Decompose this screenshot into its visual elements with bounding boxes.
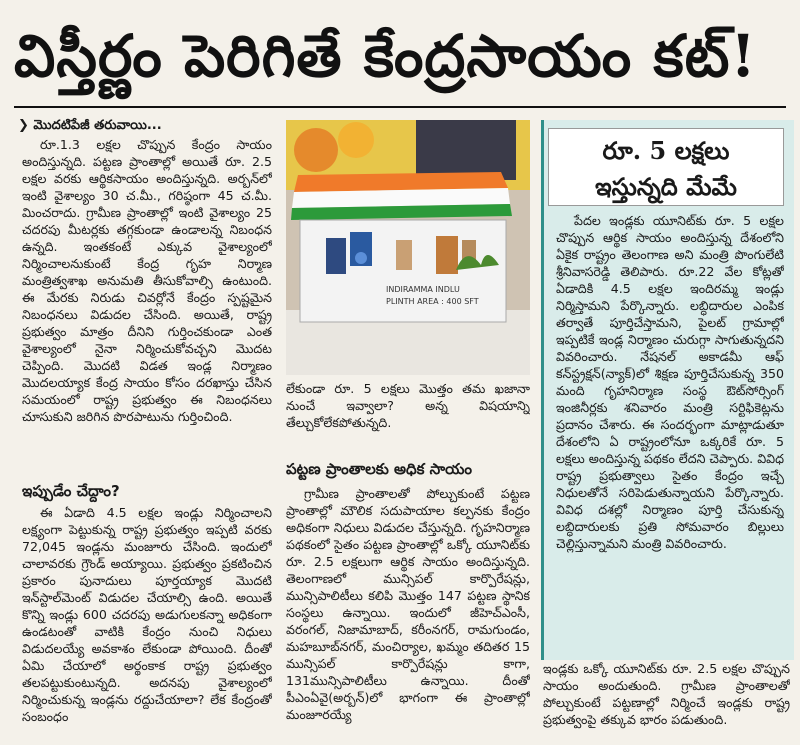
house-model-illustration — [286, 120, 530, 375]
subheading-urban-aid: పట్టణ ప్రాంతాలకు అధిక సాయం — [286, 460, 473, 478]
article-column-2-continued — [286, 485, 530, 745]
paragraph: లేకుండా రూ. 5 లక్షలు మొత్తం తమ ఖజానా నుంచే ఇవ్వాలా? అన్న విషయాన్ని తేల్చుకోలేకపోతున్నది. — [286, 381, 530, 430]
headline-rule — [14, 106, 786, 108]
sidebar-title-line2: ఇస్తున్నది మేమే — [595, 172, 737, 201]
article-column-2 — [286, 380, 530, 432]
paragraph: ఈ ఏడాది 4.5 లక్షల ఇండ్లు నిర్మించాలని లక్ష్యంగా పెట్టుకున్న రాష్ట్ర ప్రభుత్వం ఇప్పటి వరకు 72,045 ఇండ్లను మంజూరు చేసింది. ఇందులో చాలావరకు గ్రౌండ్ అయ్యాయి. ప్రభుత్వం ప్రకటించిన ప్రకారం పునాదులు పూర్తయ్యాక మొదటి ఇన్‌స్టాల్‌మెంట్ విడుదల చేయాల్సి ఉంది. అయితే కొన్ని ఇండ్లు 600 చదరపు అడుగులకన్నా అధికంగా ఉండటంతో వాటికి కేంద్రం నుంచి నిధులు విడుదలయ్యే అవకాశం లేకుండా పోయింది. దీంతో ఏమి చేయాలో అర్థంకాక రాష్ట్ర ప్రభుత్వం తలపట్టుకుంటున్నది. అదనపు వైశాల్యంలో నిర్మించుకున్న ఇండ్లను రద్దుచేయాలా? లేక కేంద్రంతో సంబంధం — [22, 505, 272, 724]
arrow-icon: ❯ — [18, 118, 34, 133]
article-column-1-continued — [22, 504, 272, 744]
sidebar-title-line1: రూ. 5 లక్షలు — [602, 136, 730, 165]
subheading-what-to-do: ఇప్పుడేం చేద్దాం? — [22, 482, 120, 500]
article-column-1 — [22, 136, 272, 481]
headline: విస్తీర్ణం పెరిగితే కేంద్రసాయం కట్‌! — [14, 22, 757, 90]
paragraph: ఇండ్లకు ఒక్కో యూనిట్‌కు రూ. 2.5 లక్షల చొప్పున సాయం అందుతుంది. గ్రామీణ ప్రాంతాలతో పోల్చుకుంటే పట్టణాల్లో నిర్మించే ఇండ్లకు రాష్ట్ర ప్రభుత్వంపై తక్కువ భారం పడుతుంది. — [543, 661, 790, 727]
kicker-text: మొదటిపేజీ తరువాయి... — [33, 118, 162, 133]
sign-text-line2: PLINTH AREA : 400 SFT — [386, 297, 479, 306]
paragraph: గ్రామీణ ప్రాంతాలతో పోల్చుకుంటే పట్టణ ప్రాంతాల్లో మౌలిక సదుపాయాల కల్పనకు కేంద్రం అధికంగా నిధులు విడుదల చేస్తున్నది. గృహనిర్మాణ పథకంలో సైతం పట్టణ ప్రాంతాల్లో ఒక్కో యూనిట్‌కు రూ. 2.5 లక్షలుగా ఆర్థిక సాయం అందిస్తున్నది. తెలంగాణలో మున్సిపల్ కార్పొరేషన్లు, మున్సిపాలిటీలు కలిపి మొత్తం 147 పట్టణ స్థానిక సంస్థలు ఉన్నాయి. ఇందులో జీహెచ్ఎంసీ, వరంగల్, నిజామాబాద్, కరీంనగర్, రామగుండం, మహబూబ్‌నగర్, మంచిర్యాల, ఖమ్మం తదితర 15 మున్సిపల్ కార్పొరేషన్లు కాగా, 131మున్సిపాలిటీలు ఉన్నాయి. దీంతో పీఎంఏవై(అర్బన్)లో భాగంగా ఈ ప్రాంతాల్లో మంజూరయ్యే — [286, 486, 530, 722]
paragraph: పేదల ఇండ్లకు యూనిట్‌కు రూ. 5 లక్షల చొప్పున ఆర్థిక సాయం అందిస్తున్న దేశంలోని ఏకైక రాష్ట్రం తెలంగాణ అని మంత్రి పొంగులేటి శ్రీనివాసరెడ్డి తెలిపారు. రూ.22 వేల కోట్లతో ఏడాదికి 4.5 లక్షల ఇందిరమ్మ ఇండ్లు నిర్మిస్తామని పేర్కొన్నారు. లబ్ధిదారుల ఎంపిక తర్వాతే పూర్తిచేస్తామని, పైలట్ గ్రామాల్లో ఇప్పటికే ఇండ్ల నిర్మాణం చురుగ్గా సాగుతున్నదని వివరించారు. నేషనల్ అకాడమీ ఆఫ్ కన్‌స్ట్రక్షన్(న్యాక్)లో శిక్షణ పూర్తిచేసుకున్న 350 మంది గృహనిర్మాణ సంస్థ ఔట్‌సోర్సింగ్ ఇంజినీర్లకు శనివారం మంత్రి సర్టిఫికెట్లను ప్రదానం చేశారు. ఈ సందర్భంగా మాట్లాడుతూ దేశంలోని ఏ రాష్ట్రంలోనూ ఒక్కరికే రూ. 5 లక్షలు అందిస్తున్న పథకం లేదని చెప్పారు. వివిధ రాష్ట్ర ప్రభుత్వాలు సైతం కేంద్రం ఇచ్చే నిధులతోనే సరిపెడుతున్నాయని పేర్కొన్నారు. వివిధ దశల్లో నిర్మాణం పూర్తి చేసుకున్న లబ్ధిదారులకు ప్రతి సోమవారం బిల్లులు చెల్లిస్తున్నామని మంత్రి వివరించారు. — [556, 213, 784, 551]
article-column-3-continued — [543, 660, 790, 745]
sidebar-title — [548, 128, 784, 206]
sidebar-column — [556, 212, 784, 660]
continuation-kicker — [18, 118, 162, 136]
sign-text-line1: INDIRAMMA INDLU — [386, 285, 460, 294]
paragraph: రూ.1.3 లక్షల చొప్పున కేంద్రం సాయం అందిస్తున్నది. పట్టణ ప్రాంతాల్లో అయితే రూ. 2.5 లక్షల వరకు ఆర్థికసాయం అందిస్తున్నది. అర్బన్‌లో ఇంటి వైశాల్యం 30 చ.మీ., గరిష్ఠంగా 45 చ.మీ. మించరాదు. గ్రామీణ ప్రాంతాల్లో ఇంటి వైశాల్యం 25 చదరపు మీటర్లకు తగ్గకుండా ఉండాలన్న నిబంధన ఉన్నది. ఇంతకంటే ఎక్కువ వైశాల్యంలో నిర్మించాలనుకుంటే కేంద్ర గృహ నిర్మాణ మంత్రిత్వశాఖ అనుమతి తీసుకోవాల్సి ఉంటుంది. ఈ మేరకు నిరుడు చివర్లోనే కేంద్రం స్పష్టమైన నిబంధనలు విడుదల చేసింది. అయితే, రాష్ట్ర ప్రభుత్వం మాత్రం దీనిని గుర్తించకుండా ఎంత వైశాల్యంలో నైనా నిర్మించుకోవచ్చని మొదట చెప్పింది. మొదటి విడత ఇండ్ల నిర్మాణం మొదలయ్యాక కేంద్ర సాయం కోసం దరఖాస్తు చేసిన సమయంలో రాష్ట్ర ప్రభుత్వం ఈ నిబంధనలు చూసుకుని జరిగిన పొరపాటును గుర్తించింది. — [22, 137, 272, 424]
house-model-photo — [286, 120, 530, 375]
